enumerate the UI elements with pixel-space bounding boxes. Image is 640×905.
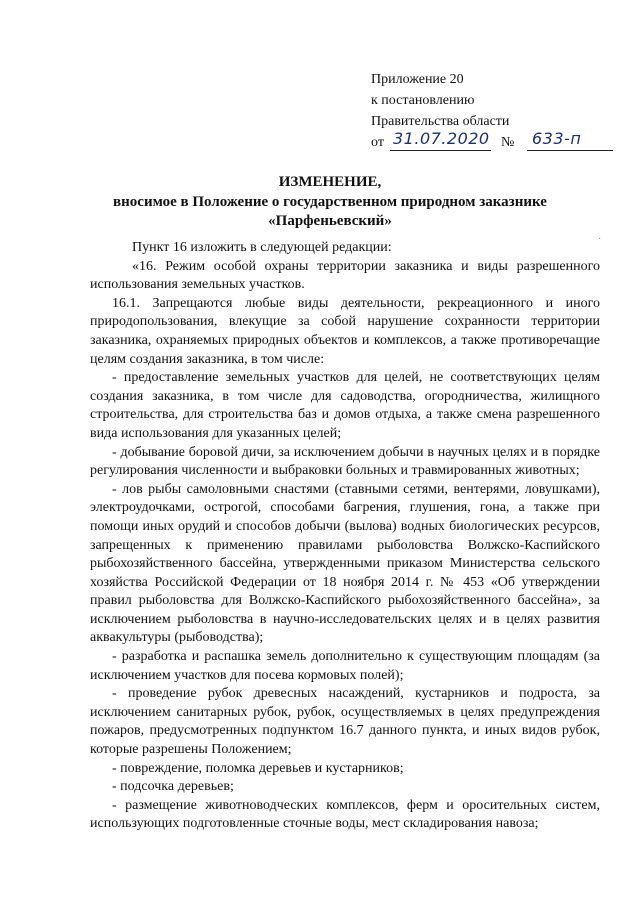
document-subtitle: вносимое в Положение о государственном природном заказнике [113, 194, 547, 210]
paragraph-16: «16. Режим особой охраны территории заказника и виды разрешенного использования земельных участков. [90, 258, 600, 293]
number-symbol: № [501, 135, 515, 150]
handwritten-date: 31.07.2020 [393, 129, 490, 148]
list-item: - подсочка деревьев; [112, 779, 234, 795]
list-item: - размещение животноводческих комплексов, ферм и оросительных систем, использующих подготовленные сточные воды, мест складирования навоза; [90, 797, 600, 832]
list-item: - повреждение, поломка деревьев и кустарников; [112, 760, 404, 776]
appendix-number: Приложение 20 [371, 72, 464, 87]
list-item: - добывание боровой дичи, за исключением добычи в научных целях и в порядке регулирования численности и выбраковки больных и травмированных животных; [90, 444, 600, 479]
date-underline [390, 150, 491, 151]
intro-paragraph: Пункт 16 изложить в следующей редакции: [132, 240, 392, 255]
to-resolution-label: к постановлению [371, 93, 475, 108]
government-label: Правительства области [371, 114, 510, 129]
handwritten-number: 633-п [532, 129, 582, 148]
list-item: - разработка и распашка земель дополнительно к существующим площадям (за исключением участков для посева кормовых полей); [90, 649, 600, 683]
list-item: - проведение рубок древесных насаждений, кустарников и подроста, за исключением санитарных рубок, рубок, осуществляемых в целях предупреждения пожаров, предусмотренных подпунктом 16.7 данного пункта, и иных видов рубок, которые разрешены Положением; [90, 686, 600, 758]
reserve-name: «Парфеньевский» [268, 213, 392, 229]
date-number-line [371, 129, 621, 153]
document-title: ИЗМЕНЕНИЕ, [278, 174, 382, 190]
number-underline [527, 150, 613, 151]
list-item: - предоставление земельных участков для целей, не соответствующих целям создания заказника, в том числе для садоводства, огородничества, жилищного строительства, для строительства баз и домов отдыха, а также смена разрешенного вида использования для указанных целей; [90, 370, 600, 441]
document-body [90, 239, 600, 834]
margin-mark: · [598, 234, 602, 245]
appendix-header [371, 69, 621, 153]
from-prefix: от [371, 135, 384, 150]
list-item: - лов рыбы самоловными снастями (ставными сетями, вентерями, ловушками), электроудочками, острогой, способами багрения, глушения, гона, а также при помощи иных орудий и способов добычи (вылова) водных биологических ресурсов, запрещенных к применению правилами рыболовства Волжско-Каспийского рыбохозяйственного бассейна, утвержденными приказом Министерства сельского хозяйства Российской Федерации от 18 ноября 2014 г. № 453 «Об утверждении правил рыболовства для Волжско-Каспийского рыбохозяйственного бассейна», за исключением рыболовства в научно-исследовательских целях и в целях развития аквакультуры (рыбоводства); [90, 481, 600, 646]
paragraph-16-1: 16.1. Запрещаются любые виды деятельности, рекреационного и иного природопользования, влекущие за собой нарушение сохранности территории заказника, охраняемых природных объектов и комплексов, а также противоречащие целям создания заказника, в том числе: [90, 295, 600, 367]
